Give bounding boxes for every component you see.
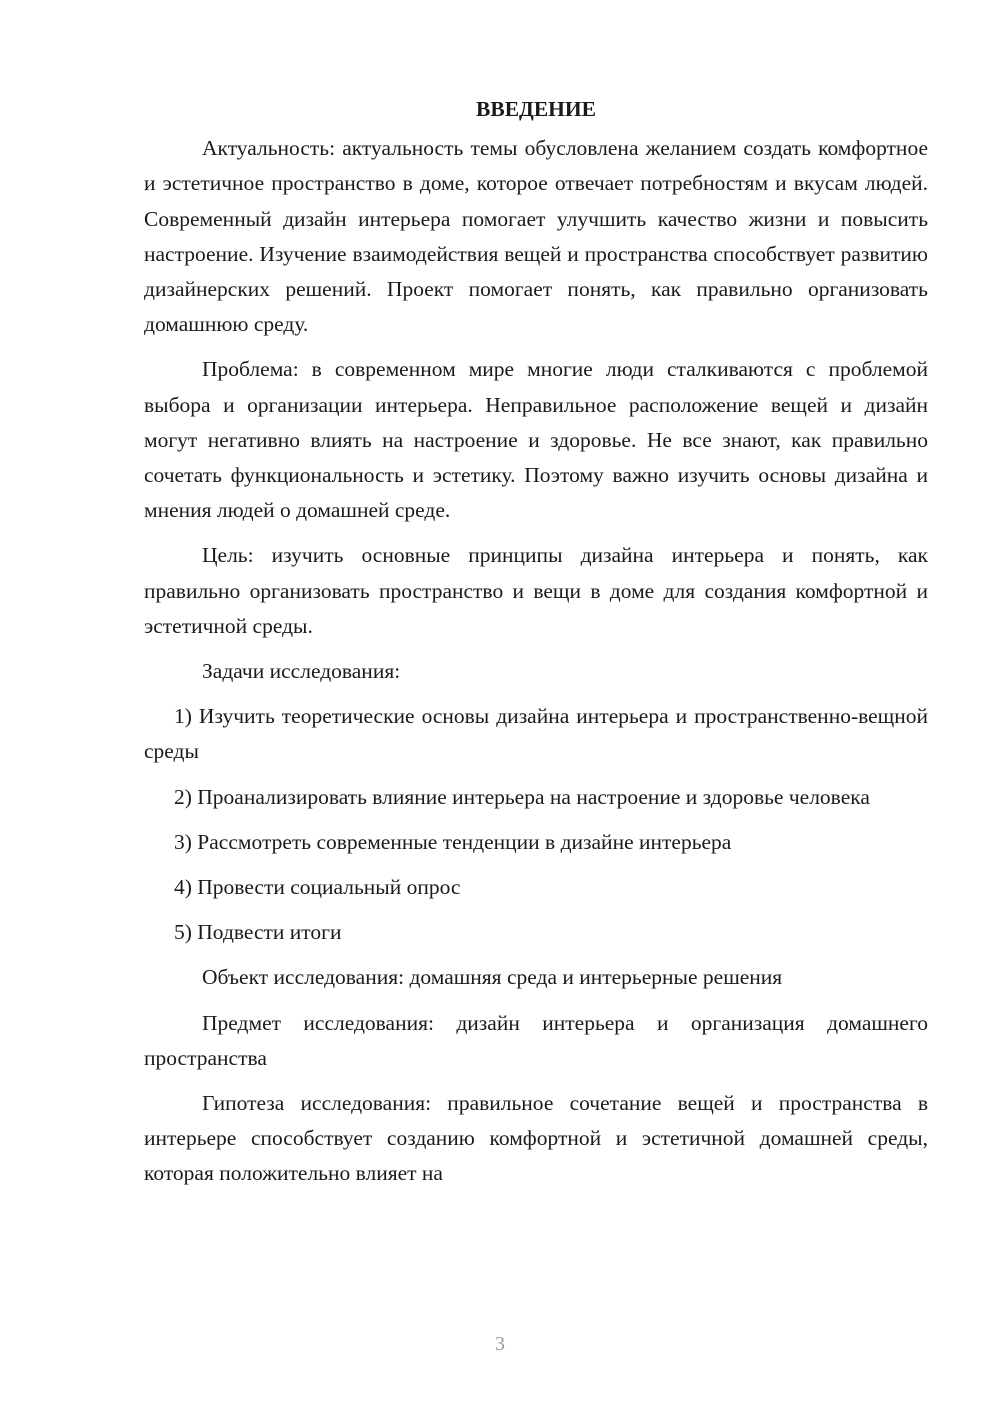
- page-number: 3: [495, 1333, 505, 1355]
- task-item: 4) Провести социальный опрос: [174, 875, 461, 900]
- relevance-paragraph: Актуальность: актуальность темы обусловлена желанием создать комфортное и эстетичное пространство в доме, которое отвечает потребностям и вкусам людей. Современный дизайн интерьера помогает улучшить качество жизни и повысить настроение. Изучение взаимодействия вещей и пространства способствует развитию дизайнерских решений. Проект помогает понять, как правильно организовать домашнюю среду.: [144, 136, 928, 337]
- subject-paragraph: Предмет исследования: дизайн интерьера и организация домашнего пространства: [144, 1010, 928, 1070]
- task-item: 1) Изучить теоретические основы дизайна интерьера и пространственно-вещной среды: [144, 704, 928, 764]
- problem-paragraph: Проблема: в современном мире многие люди сталкиваются с проблемой выбора и организации интерьера. Неправильное расположение вещей и дизайн могут негативно влиять на настроение и здоровье. Не все знают, как правильно сочетать функциональность и эстетику. Поэтому важно изучить основы дизайна и мнения людей о домашней среде.: [144, 357, 928, 523]
- hypothesis-paragraph: Гипотеза исследования: правильное сочетание вещей и пространства в интерьере способствует созданию комфортной и эстетичной домашней среды, которая положительно влияет на: [144, 1091, 928, 1186]
- task-item: 2) Проанализировать влияние интерьера на настроение и здоровье человека: [174, 784, 870, 809]
- object-paragraph: Объект исследования: домашняя среда и интерьерные решения: [202, 965, 783, 990]
- task-item: 5) Подвести итоги: [174, 920, 342, 945]
- goal-paragraph: Цель: изучить основные принципы дизайна интерьера и понять, как правильно организовать пространство и вещи в доме для создания комфортной и эстетичной среды.: [144, 543, 928, 638]
- tasks-heading: Задачи исследования:: [202, 659, 401, 684]
- task-item: 3) Рассмотреть современные тенденции в дизайне интерьера: [174, 829, 732, 854]
- page-heading: ВВЕДЕНИЕ: [476, 97, 596, 121]
- page-content: [144, 92, 928, 1202]
